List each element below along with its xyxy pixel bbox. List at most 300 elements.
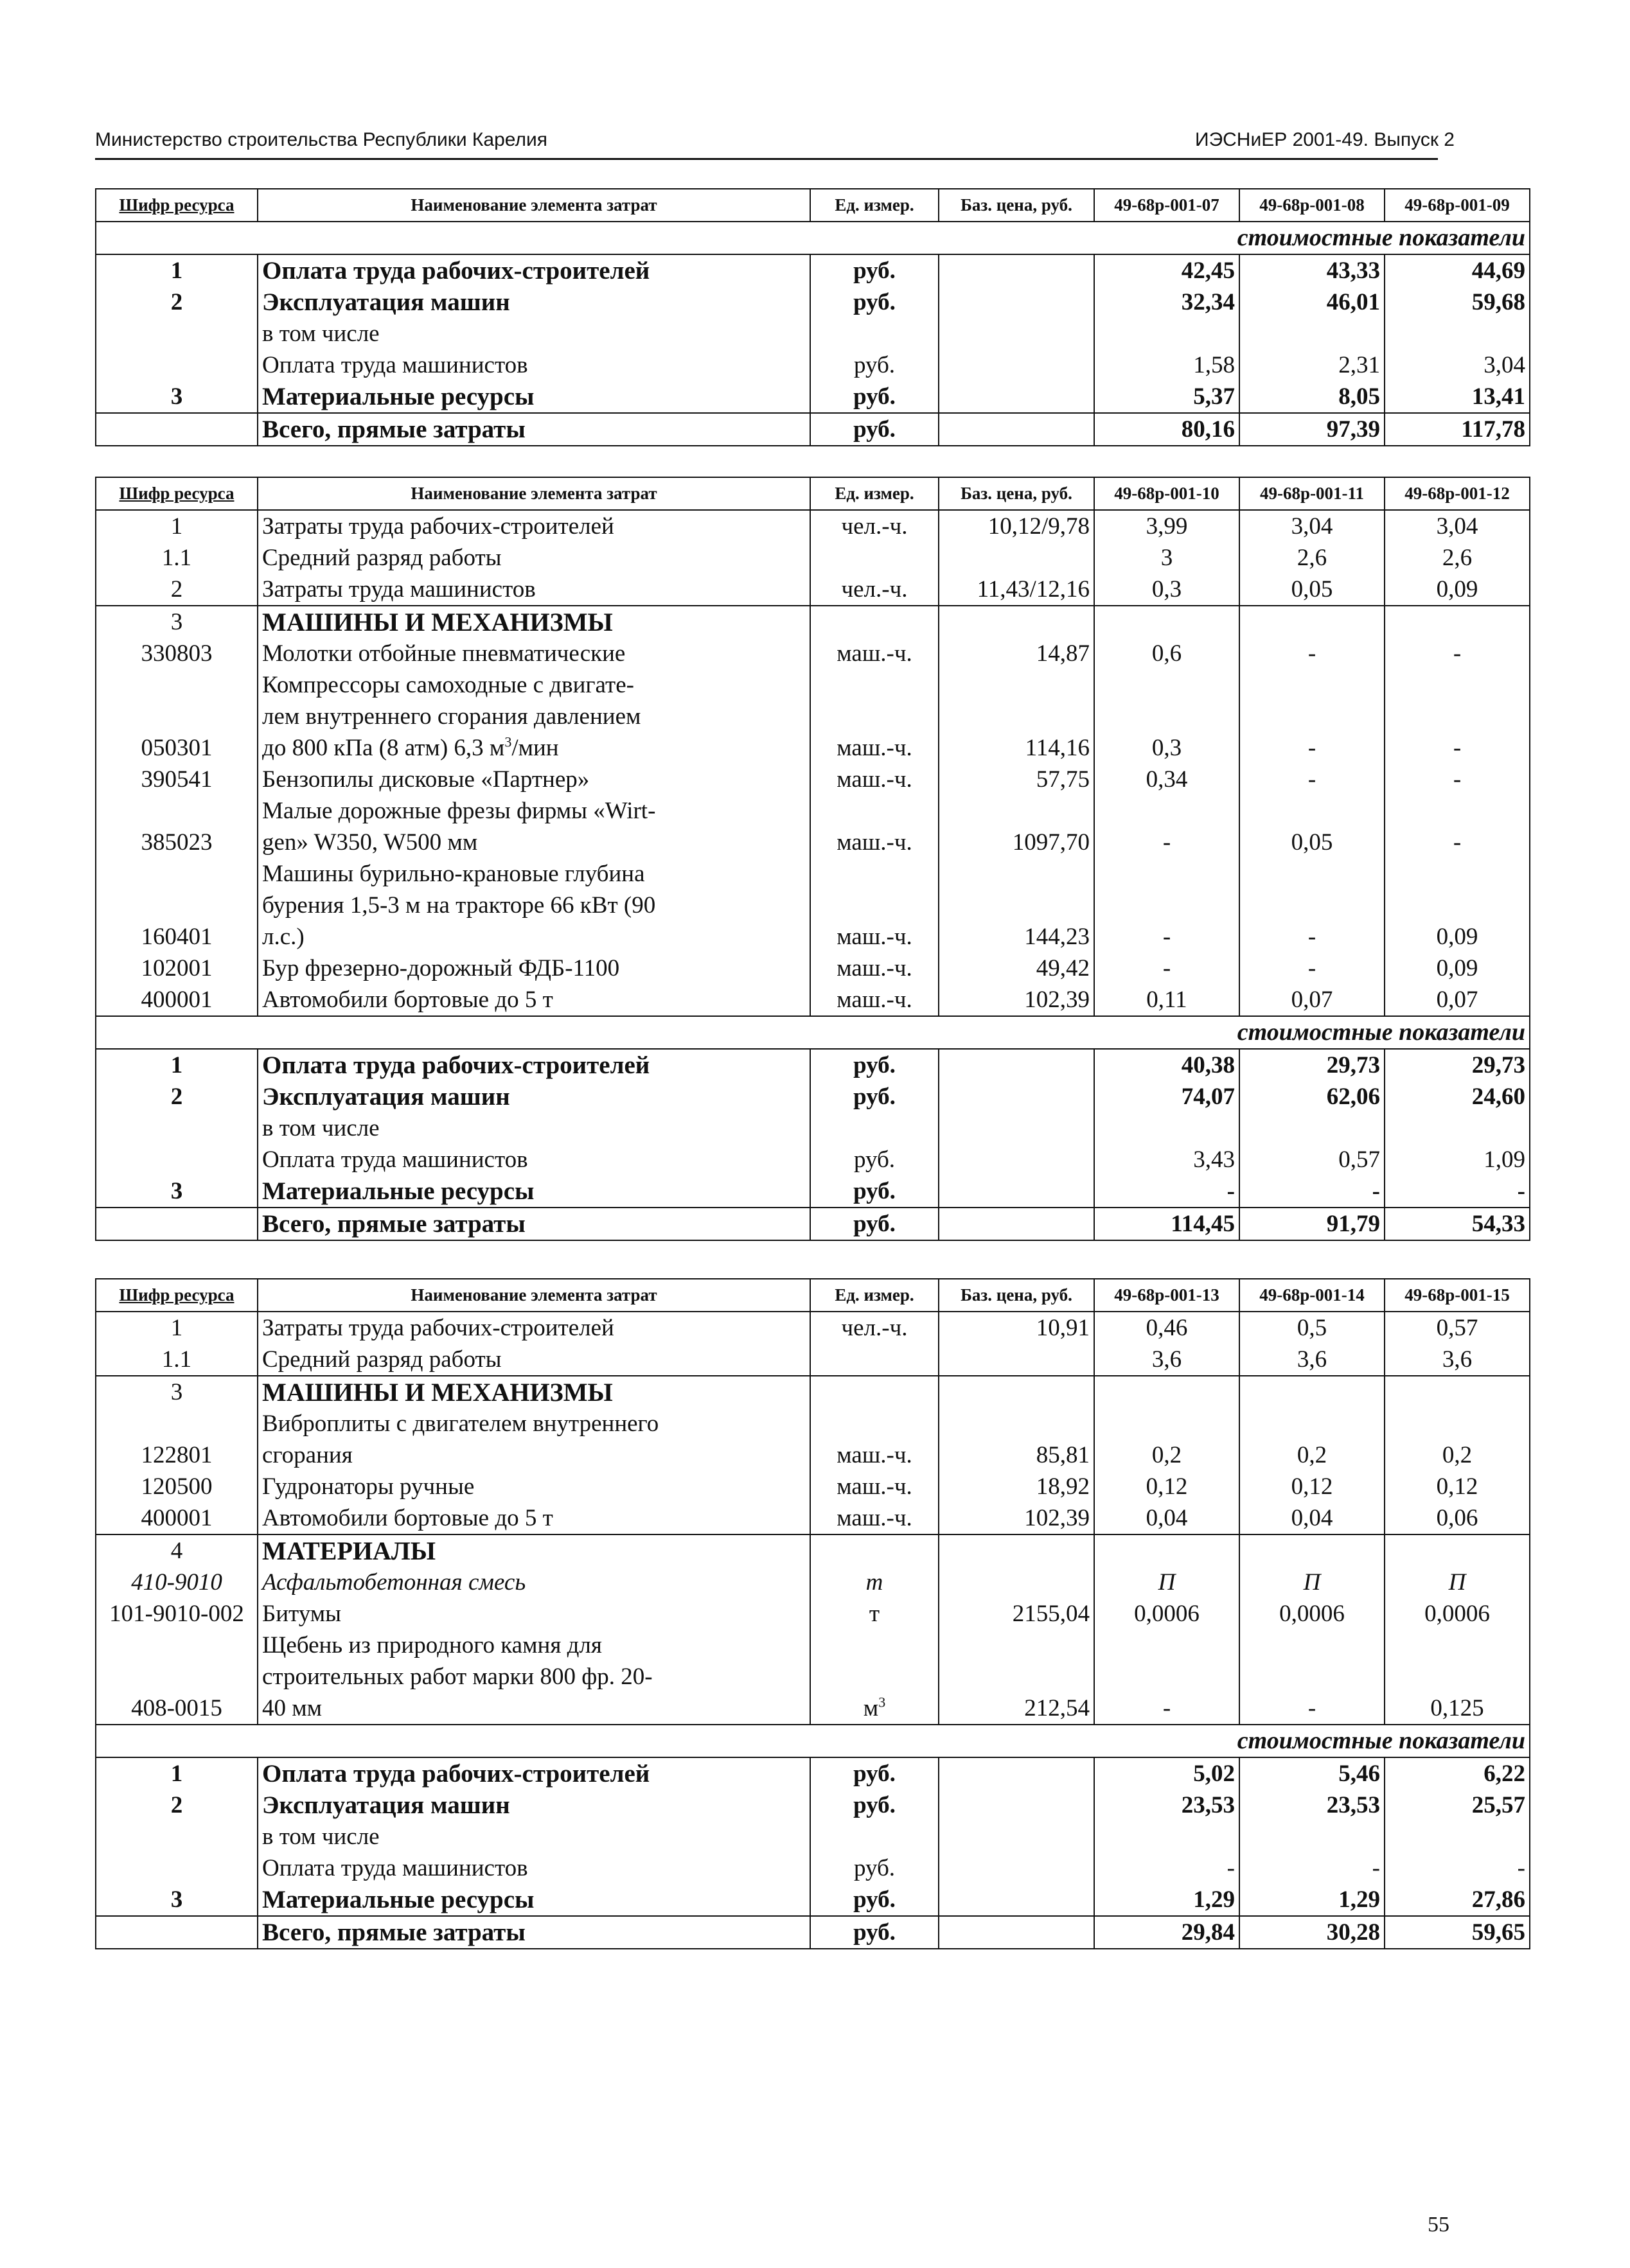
column-header-norm-code: 49-68р-001-08: [1239, 189, 1385, 222]
resource-value: [1239, 1408, 1385, 1439]
cost-caption-row: [96, 1016, 1530, 1049]
resource-row: [96, 701, 1530, 732]
resource-name: Щебень из природного камня для: [258, 1630, 810, 1661]
resource-row: [96, 510, 1530, 542]
resource-code: 1.1: [96, 542, 258, 574]
resource-unit: маш.-ч.: [810, 921, 939, 953]
column-header-norm-code: 49-68р-001-09: [1385, 189, 1530, 222]
resource-price: 10,91: [939, 1312, 1094, 1344]
cost-price: [939, 254, 1094, 286]
column-header-norm-code: 49-68р-001-07: [1094, 189, 1239, 222]
cost-unit: руб.: [810, 254, 939, 286]
resource-name: Битумы: [258, 1598, 810, 1630]
resource-value: [1094, 890, 1239, 921]
cost-value: 27,86: [1385, 1884, 1530, 1916]
resource-value: 0,09: [1385, 574, 1530, 606]
resource-price: [939, 795, 1094, 827]
resource-value: [1385, 1376, 1530, 1408]
resource-name: Машины бурильно-крановые глубина: [258, 858, 810, 890]
resource-table-1: [95, 188, 1530, 446]
cost-value: [1239, 318, 1385, 349]
cost-value: 117,78: [1385, 413, 1530, 446]
resource-value: [1094, 701, 1239, 732]
cost-value: 1,58: [1094, 349, 1239, 381]
resource-price: 102,39: [939, 984, 1094, 1016]
cost-value: 3,43: [1094, 1144, 1239, 1175]
resource-value: 0,0006: [1094, 1598, 1239, 1630]
resource-value: [1239, 795, 1385, 827]
cost-number: [96, 413, 258, 446]
resource-value: 0,2: [1094, 1439, 1239, 1471]
cost-row: [96, 349, 1530, 381]
resource-value: -: [1239, 953, 1385, 984]
cost-unit: руб.: [810, 1144, 939, 1175]
cost-row: [96, 1081, 1530, 1112]
resource-name: gen» W350, W500 мм: [258, 827, 810, 858]
resource-code: 2: [96, 574, 258, 606]
cost-name: Оплата труда машинистов: [258, 1852, 810, 1884]
resource-value: [1239, 1661, 1385, 1692]
cost-value: 1,09: [1385, 1144, 1530, 1175]
cost-price: [939, 381, 1094, 413]
resource-value: [1385, 1408, 1530, 1439]
cost-number: 3: [96, 1175, 258, 1208]
column-header-name: Наименование элемента затрат: [258, 189, 810, 222]
resource-unit: маш.-ч.: [810, 984, 939, 1016]
resource-row: [96, 1692, 1530, 1725]
resource-name: Затраты труда рабочих-строителей: [258, 510, 810, 542]
resource-value: 0,09: [1385, 921, 1530, 953]
cost-name: Оплата труда рабочих-строителей: [258, 1049, 810, 1081]
resource-unit: маш.-ч.: [810, 1502, 939, 1534]
resource-row: [96, 953, 1530, 984]
cost-row: [96, 1112, 1530, 1144]
header-document-code: ИЭСНиЕР 2001-49. Выпуск 2: [1195, 129, 1455, 150]
resource-name: Малые дорожные фрезы фирмы «Wirt-: [258, 795, 810, 827]
resource-value: П: [1239, 1567, 1385, 1598]
resource-price: 85,81: [939, 1439, 1094, 1471]
resource-unit: [810, 1661, 939, 1692]
resource-value: [1385, 890, 1530, 921]
resource-value: 0,04: [1239, 1502, 1385, 1534]
resource-price: [939, 1376, 1094, 1408]
resource-code: 050301: [96, 732, 258, 764]
resource-value: [1094, 795, 1239, 827]
resource-code: 385023: [96, 827, 258, 858]
resource-value: [1239, 890, 1385, 921]
resource-value: П: [1385, 1567, 1530, 1598]
cost-value: 13,41: [1385, 381, 1530, 413]
resource-value: 0,05: [1239, 827, 1385, 858]
cost-unit: руб.: [810, 1208, 939, 1240]
cost-number: [96, 1821, 258, 1852]
resource-value: [1385, 1534, 1530, 1567]
resource-code: 4: [96, 1534, 258, 1567]
cost-value: 46,01: [1239, 286, 1385, 318]
resource-row: [96, 921, 1530, 953]
resource-code: [96, 669, 258, 701]
superscript: 3: [504, 734, 512, 750]
resource-code: [96, 1630, 258, 1661]
resource-code: [96, 701, 258, 732]
resource-row: [96, 1567, 1530, 1598]
column-header-code: Шифр ресурса: [96, 1279, 258, 1312]
resource-value: [1094, 1630, 1239, 1661]
resource-price: 1097,70: [939, 827, 1094, 858]
cost-name: Всего, прямые затраты: [258, 413, 810, 446]
resource-value: 0,6: [1094, 638, 1239, 669]
column-header-unit: Ед. измер.: [810, 1279, 939, 1312]
cost-unit: [810, 1821, 939, 1852]
resource-name: МАШИНЫ И МЕХАНИЗМЫ: [258, 1376, 810, 1408]
cost-value: 24,60: [1385, 1081, 1530, 1112]
cost-value: 74,07: [1094, 1081, 1239, 1112]
cost-unit: руб.: [810, 1049, 939, 1081]
cost-number: 1: [96, 1049, 258, 1081]
cost-name: Эксплуатация машин: [258, 1081, 810, 1112]
cost-value: 42,45: [1094, 254, 1239, 286]
cost-name: Материальные ресурсы: [258, 1175, 810, 1208]
cost-unit: руб.: [810, 349, 939, 381]
resource-code: 122801: [96, 1439, 258, 1471]
resource-unit: [810, 1534, 939, 1567]
resource-price: 114,16: [939, 732, 1094, 764]
cost-value: 6,22: [1385, 1757, 1530, 1789]
resource-name: Затраты труда машинистов: [258, 574, 810, 606]
cost-value: 23,53: [1094, 1789, 1239, 1821]
resource-unit: маш.-ч.: [810, 1439, 939, 1471]
resource-code: [96, 890, 258, 921]
resource-row: [96, 638, 1530, 669]
resource-value: 0,34: [1094, 764, 1239, 795]
resource-value: [1094, 858, 1239, 890]
resource-name: бурения 1,5-3 м на тракторе 66 кВт (90: [258, 890, 810, 921]
cost-value: 80,16: [1094, 413, 1239, 446]
cost-caption: стоимостные показатели: [96, 222, 1530, 254]
cost-value: 5,46: [1239, 1757, 1385, 1789]
resource-price: [939, 1408, 1094, 1439]
resource-price: 18,92: [939, 1471, 1094, 1502]
resource-row: [96, 1344, 1530, 1376]
resource-name: лем внутреннего сгорания давлением: [258, 701, 810, 732]
resource-value: 0,07: [1239, 984, 1385, 1016]
cost-unit: руб.: [810, 286, 939, 318]
column-header-unit: Ед. измер.: [810, 477, 939, 510]
cost-name: Оплата труда машинистов: [258, 349, 810, 381]
resource-table-3: [95, 1278, 1530, 1949]
resource-value: 0,2: [1239, 1439, 1385, 1471]
column-header-price: Баз. цена, руб.: [939, 477, 1094, 510]
column-header-norm-code: 49-68р-001-11: [1239, 477, 1385, 510]
resource-code: 3: [96, 1376, 258, 1408]
table-header-row: [96, 477, 1530, 510]
resource-unit: маш.-ч.: [810, 953, 939, 984]
resource-price: [939, 1534, 1094, 1567]
cost-value: 5,02: [1094, 1757, 1239, 1789]
cost-price: [939, 1175, 1094, 1208]
cost-value: 114,45: [1094, 1208, 1239, 1240]
column-header-code: Шифр ресурса: [96, 477, 258, 510]
cost-value: -: [1094, 1852, 1239, 1884]
cost-row: [96, 1208, 1530, 1240]
cost-price: [939, 349, 1094, 381]
cost-value: 8,05: [1239, 381, 1385, 413]
resource-row: [96, 1376, 1530, 1408]
resource-unit: [810, 606, 939, 638]
resource-value: -: [1094, 827, 1239, 858]
resource-unit: $м^3$: [810, 1692, 939, 1725]
resource-unit: маш.-ч.: [810, 827, 939, 858]
cost-number: [96, 1208, 258, 1240]
cost-number: 2: [96, 1081, 258, 1112]
cost-unit: руб.: [810, 1884, 939, 1916]
resource-unit: [810, 1630, 939, 1661]
cost-value: 29,73: [1385, 1049, 1530, 1081]
resource-row: [96, 1630, 1530, 1661]
resource-value: 0,07: [1385, 984, 1530, 1016]
resource-unit: [810, 858, 939, 890]
resource-name: Молотки отбойные пневматические: [258, 638, 810, 669]
cost-row: [96, 286, 1530, 318]
cost-row: [96, 1884, 1530, 1916]
resource-value: 0,46: [1094, 1312, 1239, 1344]
cost-value: 25,57: [1385, 1789, 1530, 1821]
resource-value: 0,04: [1094, 1502, 1239, 1534]
resource-value: 3,99: [1094, 510, 1239, 542]
cost-number: 2: [96, 1789, 258, 1821]
resource-value: 3,04: [1239, 510, 1385, 542]
cost-price: [939, 1821, 1094, 1852]
cost-number: 3: [96, 1884, 258, 1916]
resource-row: [96, 1408, 1530, 1439]
cost-name: Эксплуатация машин: [258, 286, 810, 318]
resource-code: 390541: [96, 764, 258, 795]
cost-name: Материальные ресурсы: [258, 1884, 810, 1916]
resource-code: [96, 1408, 258, 1439]
resource-row: [96, 1312, 1530, 1344]
resource-code: 3: [96, 606, 258, 638]
resource-name: МАШИНЫ И МЕХАНИЗМЫ: [258, 606, 810, 638]
resource-value: -: [1239, 764, 1385, 795]
cost-value: -: [1385, 1852, 1530, 1884]
cost-number: 3: [96, 381, 258, 413]
resource-value: [1239, 669, 1385, 701]
resource-value: 0,12: [1094, 1471, 1239, 1502]
resource-unit: [810, 890, 939, 921]
resource-value: [1094, 669, 1239, 701]
resource-name: сгорания: [258, 1439, 810, 1471]
resource-value: [1385, 858, 1530, 890]
resource-name: Автомобили бортовые до 5 т: [258, 984, 810, 1016]
resource-name: л.с.): [258, 921, 810, 953]
column-header-price: Баз. цена, руб.: [939, 1279, 1094, 1312]
resource-name: Бур фрезерно-дорожный ФДБ-1100: [258, 953, 810, 984]
resource-name: Средний разряд работы: [258, 542, 810, 574]
column-header-norm-code: 49-68р-001-10: [1094, 477, 1239, 510]
resource-row: [96, 574, 1530, 606]
superscript: 3: [878, 1694, 886, 1710]
cost-unit: руб.: [810, 1916, 939, 1949]
resource-row: [96, 1502, 1530, 1534]
resource-name: до 800 кПа (8 атм) 6,3 $м^3$/мин: [258, 732, 810, 764]
resource-unit: чел.-ч.: [810, 510, 939, 542]
resource-code: [96, 858, 258, 890]
cost-name: Всего, прямые затраты: [258, 1916, 810, 1949]
cost-value: 3,04: [1385, 349, 1530, 381]
cost-number: [96, 1916, 258, 1949]
resource-row: [96, 1439, 1530, 1471]
cost-value: [1094, 1112, 1239, 1144]
column-header-code: Шифр ресурса: [96, 189, 258, 222]
resource-unit: чел.-ч.: [810, 574, 939, 606]
resource-price: [939, 542, 1094, 574]
cost-name: Оплата труда рабочих-строителей: [258, 1757, 810, 1789]
resource-unit: маш.-ч.: [810, 638, 939, 669]
resource-price: 49,42: [939, 953, 1094, 984]
resource-name: Асфальтобетонная смесь: [258, 1567, 810, 1598]
cost-row: [96, 1789, 1530, 1821]
resource-value: -: [1094, 1692, 1239, 1725]
cost-price: [939, 1049, 1094, 1081]
cost-value: 43,33: [1239, 254, 1385, 286]
cost-unit: руб.: [810, 1081, 939, 1112]
cost-unit: [810, 318, 939, 349]
resource-code: 102001: [96, 953, 258, 984]
cost-unit: руб.: [810, 1789, 939, 1821]
cost-caption-row: [96, 222, 1530, 254]
resource-price: 57,75: [939, 764, 1094, 795]
resource-row: [96, 1471, 1530, 1502]
resource-value: 0,0006: [1239, 1598, 1385, 1630]
cost-number: [96, 349, 258, 381]
resource-table-2: [95, 477, 1530, 1241]
resource-code: 400001: [96, 984, 258, 1016]
resource-value: 0,12: [1239, 1471, 1385, 1502]
resource-value: -: [1385, 638, 1530, 669]
cost-value: 54,33: [1385, 1208, 1530, 1240]
cost-number: [96, 1852, 258, 1884]
cost-value: [1385, 1821, 1530, 1852]
resource-value: 3,6: [1385, 1344, 1530, 1376]
resource-name: Автомобили бортовые до 5 т: [258, 1502, 810, 1534]
resource-value: 0,06: [1385, 1502, 1530, 1534]
resource-value: [1094, 1376, 1239, 1408]
resource-code: [96, 1661, 258, 1692]
resource-value: 0,0006: [1385, 1598, 1530, 1630]
resource-value: 0,2: [1385, 1439, 1530, 1471]
cost-name: Эксплуатация машин: [258, 1789, 810, 1821]
column-header-name: Наименование элемента затрат: [258, 1279, 810, 1312]
cost-value: -: [1239, 1175, 1385, 1208]
cost-row: [96, 1049, 1530, 1081]
resource-row: [96, 1598, 1530, 1630]
resource-row: [96, 542, 1530, 574]
resource-price: [939, 890, 1094, 921]
cost-name: Всего, прямые затраты: [258, 1208, 810, 1240]
cost-value: [1239, 1821, 1385, 1852]
resource-value: 3,6: [1094, 1344, 1239, 1376]
cost-name: в том числе: [258, 1821, 810, 1852]
resource-value: 3,04: [1385, 510, 1530, 542]
resource-value: [1385, 795, 1530, 827]
cost-row: [96, 413, 1530, 446]
resource-value: 3: [1094, 542, 1239, 574]
cost-price: [939, 1757, 1094, 1789]
cost-value: -: [1385, 1175, 1530, 1208]
table-header-row: [96, 189, 1530, 222]
cost-value: [1094, 318, 1239, 349]
resource-value: [1094, 1408, 1239, 1439]
cost-value: [1239, 1112, 1385, 1144]
cost-name: в том числе: [258, 1112, 810, 1144]
resource-name: Виброплиты с двигателем внутреннего: [258, 1408, 810, 1439]
cost-price: [939, 1916, 1094, 1949]
cost-number: [96, 1144, 258, 1175]
resource-value: -: [1385, 732, 1530, 764]
resource-price: [939, 1630, 1094, 1661]
resource-unit: [810, 1344, 939, 1376]
column-header-norm-code: 49-68р-001-14: [1239, 1279, 1385, 1312]
resource-code: 410-9010: [96, 1567, 258, 1598]
cost-row: [96, 381, 1530, 413]
resource-price: [939, 858, 1094, 890]
resource-price: [939, 701, 1094, 732]
cost-unit: руб.: [810, 1852, 939, 1884]
resource-code: 101-9010-002: [96, 1598, 258, 1630]
resource-value: 0,125: [1385, 1692, 1530, 1725]
resource-code: 160401: [96, 921, 258, 953]
cost-row: [96, 1916, 1530, 1949]
cost-price: [939, 413, 1094, 446]
page-number: 55: [1428, 2213, 1449, 2237]
resource-unit: [810, 701, 939, 732]
resource-price: [939, 1661, 1094, 1692]
resource-unit: [810, 542, 939, 574]
resource-price: 212,54: [939, 1692, 1094, 1725]
resource-code: 1.1: [96, 1344, 258, 1376]
resource-value: 0,57: [1385, 1312, 1530, 1344]
resource-value: П: [1094, 1567, 1239, 1598]
cost-name: Оплата труда машинистов: [258, 1144, 810, 1175]
resource-value: [1239, 1534, 1385, 1567]
resource-row: [96, 732, 1530, 764]
resource-row: [96, 669, 1530, 701]
resource-value: [1094, 606, 1239, 638]
resource-row: [96, 764, 1530, 795]
cost-price: [939, 1884, 1094, 1916]
resource-row: [96, 890, 1530, 921]
resource-unit: [810, 1408, 939, 1439]
cost-row: [96, 318, 1530, 349]
cost-row: [96, 1757, 1530, 1789]
cost-unit: руб.: [810, 381, 939, 413]
resource-code: 1: [96, 1312, 258, 1344]
resource-price: 14,87: [939, 638, 1094, 669]
resource-row: [96, 606, 1530, 638]
resource-code: 120500: [96, 1471, 258, 1502]
cost-value: 59,68: [1385, 286, 1530, 318]
cost-value: 29,84: [1094, 1916, 1239, 1949]
cost-number: 1: [96, 254, 258, 286]
resource-value: -: [1239, 1692, 1385, 1725]
cost-value: 59,65: [1385, 1916, 1530, 1949]
cost-value: [1094, 1821, 1239, 1852]
resource-price: 11,43/12,16: [939, 574, 1094, 606]
cost-unit: руб.: [810, 1757, 939, 1789]
cost-price: [939, 1144, 1094, 1175]
resource-name: 40 мм: [258, 1692, 810, 1725]
cost-value: 5,37: [1094, 381, 1239, 413]
